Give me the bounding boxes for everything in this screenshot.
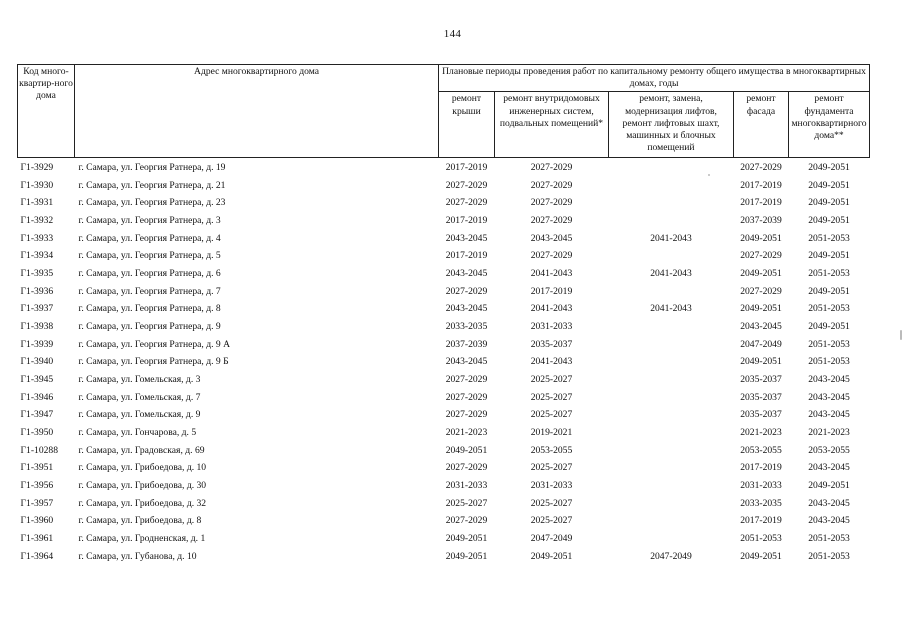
cell-lifts [609,336,734,354]
cell-lifts [609,371,734,389]
table-row [18,230,870,248]
cell-address: г. Самара, ул. Гродненская, д. 1 [78,532,206,544]
cell-code: Г1-3951 [20,462,54,474]
cell-systems: 2025-2027 [530,497,573,509]
cell-systems: 2027-2029 [530,179,573,191]
cell-facade: 2017-2019 [740,179,782,191]
cell-code: Г1-3956 [20,479,54,491]
cell-facade: 2033-2035 [740,497,782,509]
table-row [18,336,870,354]
cell-foundation: 2051-2053 [808,303,850,315]
cell-address: г. Самара, ул. Гомельская, д. 7 [78,391,201,403]
cell-facade: 2017-2019 [740,515,782,527]
cell-foundation: 2051-2053 [808,356,850,368]
table-row [18,460,870,478]
cell-roof: 2033-2035 [445,321,488,333]
cell-foundation: 2053-2055 [808,444,850,456]
cell-systems: 2031-2033 [530,321,573,333]
cell-address: г. Самара, ул. Георгия Ратнера, д. 9 А [78,338,231,350]
table-row [18,265,870,283]
cell-systems: 2041-2043 [530,303,573,315]
cell-roof: 2049-2051 [445,550,488,562]
cell-facade: 2035-2037 [740,374,782,385]
table-row [18,407,870,425]
cell-roof: 2031-2033 [445,479,488,491]
cell-facade: 2051-2053 [740,532,782,544]
cell-foundation: 2043-2045 [808,462,850,474]
cell-foundation: 2049-2051 [808,479,850,491]
table-row [18,318,870,336]
cell-facade: 2037-2039 [740,215,782,227]
cell-systems: 2041-2043 [530,356,573,368]
cell-facade: 2049-2051 [740,303,782,315]
cell-roof: 2027-2029 [445,374,488,385]
cell-foundation: 2043-2045 [808,497,850,509]
table-row [18,548,870,566]
cell-systems: 2017-2019 [530,285,573,297]
cell-foundation: 2049-2051 [808,321,850,333]
cell-systems: 2049-2051 [530,550,573,562]
table-row [18,301,870,319]
cell-address: г. Самара, ул. Георгия Ратнера, д. 4 [78,232,221,244]
cell-address: г. Самара, ул. Георгия Ратнера, д. 7 [78,285,221,297]
repair-schedule-table [17,64,870,566]
header-facade: ремонт фасада [734,92,789,158]
cell-code: Г1-3929 [20,162,54,174]
cell-foundation: 2043-2045 [808,374,850,385]
table-row [18,495,870,513]
cell-roof: 2027-2029 [445,179,488,191]
cell-lifts [609,424,734,442]
cell-foundation: 2049-2051 [808,179,850,191]
cell-systems: 2027-2029 [530,162,573,174]
cell-facade: 2017-2019 [740,462,782,474]
cell-foundation: 2051-2053 [808,338,850,350]
cell-systems: 2035-2037 [530,338,573,350]
cell-systems: 2019-2021 [530,426,573,438]
cell-roof: 2025-2027 [445,497,488,509]
cell-roof: 2017-2019 [445,250,488,262]
cell-foundation: 2043-2045 [808,515,850,527]
cell-lifts [609,495,734,513]
cell-lifts [609,195,734,213]
table-row [18,177,870,195]
header-systems: ремонт внутридомовых инженерных систем, подвальных помещений* [495,92,609,158]
cell-roof: 2043-2045 [445,268,488,280]
cell-roof: 2049-2051 [445,532,488,544]
cell-foundation: 2021-2023 [808,426,850,438]
cell-code: Г1-3934 [20,250,54,262]
scan-speck [708,174,710,176]
cell-address: г. Самара, ул. Грибоедова, д. 10 [78,462,207,474]
cell-facade: 2031-2033 [740,479,782,491]
table-row [18,389,870,407]
table-row [18,530,870,548]
page-number: 144 [443,28,462,40]
cell-code: Г1-3961 [20,532,54,544]
cell-address: г. Самара, ул. Грибоедова, д. 8 [78,515,202,527]
table-row [18,371,870,389]
cell-facade: 2049-2051 [740,550,782,562]
cell-code: Г1-3932 [20,215,54,227]
cell-lifts [609,318,734,336]
cell-foundation: 2049-2051 [808,215,850,227]
cell-foundation: 2049-2051 [808,197,850,209]
cell-foundation: 2043-2045 [808,409,850,421]
header-roof: ремонт крыши [439,92,495,158]
cell-code: Г1-3939 [20,338,54,350]
cell-lifts: 2041-2043 [650,232,692,244]
cell-roof: 2043-2045 [445,232,488,244]
cell-foundation: 2051-2053 [808,550,850,562]
cell-code: Г1-3938 [20,321,54,333]
cell-lifts [609,442,734,460]
cell-lifts: 2041-2043 [650,303,692,315]
cell-facade: 2049-2051 [740,268,782,280]
cell-facade: 2017-2019 [740,197,782,209]
table-row [18,158,870,177]
cell-lifts: 2041-2043 [650,268,692,280]
header-periods: Плановые периоды проведения работ по капитальному ремонту общего имущества в многоквартирных домах, годы [439,65,870,92]
cell-systems: 2025-2027 [530,374,573,385]
cell-facade: 2021-2023 [740,426,782,438]
cell-address: г. Самара, ул. Георгия Ратнера, д. 6 [78,268,221,280]
cell-lifts [609,248,734,266]
cell-code: Г1-3936 [20,285,54,297]
header-address: Адрес многоквартирного дома [75,65,439,158]
cell-lifts: 2047-2049 [650,550,692,562]
cell-address: г. Самара, ул. Гончарова, д. 5 [78,426,197,438]
cell-facade: 2049-2051 [740,356,782,368]
cell-systems: 2053-2055 [530,444,573,456]
cell-facade: 2027-2029 [740,250,782,262]
cell-roof: 2027-2029 [445,391,488,403]
cell-roof: 2027-2029 [445,515,488,527]
cell-foundation: 2049-2051 [808,162,850,174]
table-row [18,477,870,495]
cell-address: г. Самара, ул. Георгия Ратнера, д. 21 [78,179,226,191]
cell-foundation: 2051-2053 [808,532,850,544]
cell-address: г. Самара, ул. Градовская, д. 69 [78,444,205,456]
table-row [18,283,870,301]
table-row [18,513,870,531]
cell-facade: 2027-2029 [740,162,782,174]
cell-address: г. Самара, ул. Грибоедова, д. 30 [78,479,207,491]
cell-address: г. Самара, ул. Губанова, д. 10 [78,550,197,562]
cell-roof: 2043-2045 [445,356,488,368]
cell-systems: 2025-2027 [530,409,573,421]
cell-roof: 2017-2019 [445,215,488,227]
cell-roof: 2027-2029 [445,409,488,421]
cell-facade: 2053-2055 [740,444,782,456]
cell-systems: 2041-2043 [530,268,573,280]
cell-systems: 2025-2027 [530,515,573,527]
cell-code: Г1-3940 [20,356,54,368]
cell-foundation: 2051-2053 [808,232,850,244]
cell-code: Г1-10288 [20,444,59,456]
cell-address: г. Самара, ул. Георгия Ратнера, д. 5 [78,250,221,262]
cell-lifts [609,513,734,531]
cell-code: Г1-3950 [20,426,54,438]
header-code: Код много-квартир-ного дома [18,65,75,158]
cell-code: Г1-3930 [20,179,54,191]
cell-address: г. Самара, ул. Георгия Ратнера, д. 9 Б [78,356,229,368]
cell-systems: 2047-2049 [530,532,573,544]
cell-systems: 2025-2027 [530,391,573,403]
cell-systems: 2027-2029 [530,215,573,227]
header-foundation: ремонт фундамента многоквартирного дома** [789,92,870,158]
cell-systems: 2027-2029 [530,197,573,209]
table-header [18,65,870,158]
cell-lifts [609,158,734,177]
table-row [18,424,870,442]
cell-roof: 2021-2023 [445,426,488,438]
cell-roof: 2017-2019 [445,162,488,174]
cell-foundation: 2051-2053 [808,268,850,280]
cell-roof: 2043-2045 [445,303,488,315]
table-row [18,195,870,213]
cell-roof: 2027-2029 [445,197,488,209]
cell-foundation: 2043-2045 [808,391,850,403]
cell-code: Г1-3957 [20,497,54,509]
cell-lifts [609,354,734,372]
cell-address: г. Самара, ул. Гомельская, д. 3 [78,374,201,385]
header-lifts: ремонт, замена, модернизация лифтов, ремонт лифтовых шахт, машинных и блочных помещений [609,92,734,158]
cell-facade: 2035-2037 [740,391,782,403]
cell-foundation: 2049-2051 [808,250,850,262]
cell-address: г. Самара, ул. Георгия Ратнера, д. 3 [78,215,221,227]
cell-code: Г1-3960 [20,515,54,527]
cell-facade: 2043-2045 [740,321,782,333]
cell-lifts [609,477,734,495]
table-row [18,248,870,266]
cell-address: г. Самара, ул. Георгия Ратнера, д. 9 [78,321,221,333]
cell-lifts [609,177,734,195]
cell-code: Г1-3931 [20,197,54,209]
cell-code: Г1-3964 [20,550,54,562]
cell-roof: 2027-2029 [445,462,488,474]
table-row [18,354,870,372]
cell-code: Г1-3947 [20,409,54,421]
cell-code: Г1-3933 [20,232,54,244]
cell-foundation: 2049-2051 [808,285,850,297]
cell-code: Г1-3937 [20,303,54,315]
cell-lifts [609,460,734,478]
cell-systems: 2025-2027 [530,462,573,474]
cell-systems: 2031-2033 [530,479,573,491]
table-body [18,158,870,566]
cell-roof: 2049-2051 [445,444,488,456]
cell-address: г. Самара, ул. Георгия Ратнера, д. 8 [78,303,221,315]
table-row [18,442,870,460]
cell-roof: 2037-2039 [445,338,488,350]
cell-lifts [609,283,734,301]
cell-facade: 2049-2051 [740,232,782,244]
cell-facade: 2027-2029 [740,285,782,297]
cell-facade: 2047-2049 [740,338,782,350]
scan-speck [900,330,902,340]
cell-address: г. Самара, ул. Грибоедова, д. 32 [78,497,207,509]
cell-lifts [609,389,734,407]
cell-code: Г1-3946 [20,391,54,403]
cell-roof: 2027-2029 [445,285,488,297]
cell-code: Г1-3945 [20,374,54,385]
cell-facade: 2035-2037 [740,409,782,421]
cell-code: Г1-3935 [20,268,54,280]
cell-systems: 2043-2045 [530,232,573,244]
cell-lifts [609,212,734,230]
cell-lifts [609,407,734,425]
cell-lifts [609,530,734,548]
cell-address: г. Самара, ул. Георгия Ратнера, д. 23 [78,197,226,209]
table-row [18,212,870,230]
cell-address: г. Самара, ул. Гомельская, д. 9 [78,409,201,421]
cell-systems: 2027-2029 [530,250,573,262]
cell-address: г. Самара, ул. Георгия Ратнера, д. 19 [78,162,226,174]
